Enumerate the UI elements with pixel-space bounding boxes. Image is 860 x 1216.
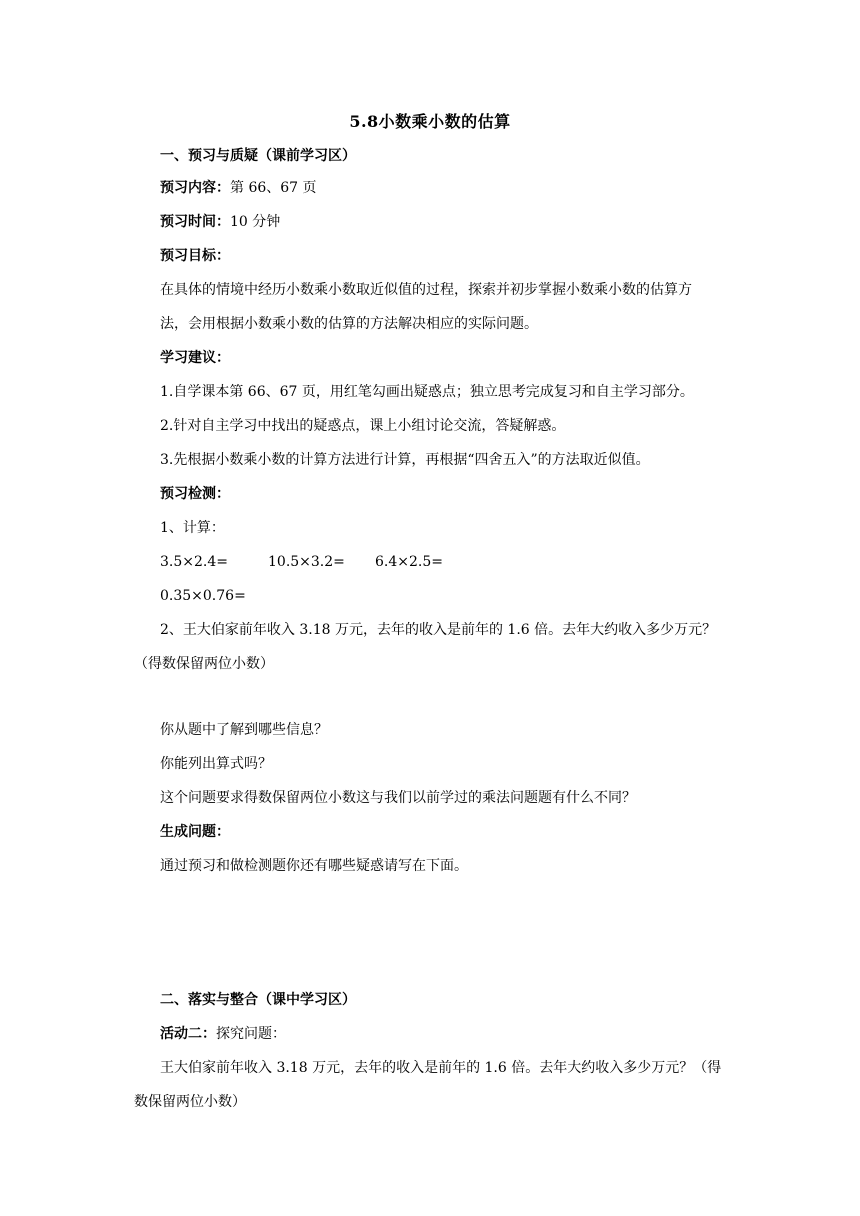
page-title: 5.8小数乘小数的估算 — [349, 112, 511, 131]
advice-item-1: 1.自学课本第 66、67 页，用红笔勾画出疑惑点；独立思考完成复习和自主学习部分。 — [160, 384, 694, 400]
question-info: 你从题中了解到哪些信息？ — [160, 722, 328, 738]
preview-content-value: 第 66、67 页 — [230, 180, 317, 196]
calc-item-4: 0.35×0.76= — [160, 588, 246, 604]
question2-line1: 2、王大伯家前年收入 3.18 万元，去年的收入是前年的 1.6 倍。去年大约收入多少万元？ — [160, 622, 717, 638]
preview-test-label: 预习检测： — [160, 486, 230, 502]
goal-text-line1: 在具体的情境中经历小数乘小数取近似值的过程，探索并初步掌握小数乘小数的估算方 — [160, 282, 692, 298]
question2-line2: （得数保留两位小数） — [134, 656, 274, 672]
calc-item-1: 3.5×2.4= — [160, 554, 228, 570]
question-formula: 你能列出算式吗？ — [160, 756, 272, 772]
preview-time-label: 预习时间： — [160, 214, 230, 230]
question-difference: 这个问题要求得数保留两位小数这与我们以前学过的乘法问题题有什么不同？ — [160, 790, 636, 806]
preview-time-value: 10 分钟 — [230, 214, 281, 230]
problem-line2: 数保留两位小数） — [134, 1094, 246, 1110]
section1-heading: 一、预习与质疑（课前学习区） — [160, 148, 356, 164]
study-advice-label: 学习建议： — [160, 350, 230, 366]
advice-item-2: 2.针对自主学习中找出的疑惑点，课上小组讨论交流，答疑解惑。 — [160, 418, 566, 434]
preview-goal-label: 预习目标： — [160, 248, 230, 264]
preview-content-label: 预习内容： — [160, 180, 230, 196]
preview-time — [160, 212, 280, 232]
generate-questions-text: 通过预习和做检测题你还有哪些疑惑请写在下面。 — [160, 858, 468, 874]
calc-label: 1、计算： — [160, 520, 225, 536]
problem-line1: 王大伯家前年收入 3.18 万元，去年的收入是前年的 1.6 倍。去年大约收入多少万元？（得 — [160, 1060, 722, 1076]
goal-text-line2: 法，会用根据小数乘小数的估算的方法解决相应的实际问题。 — [160, 316, 538, 332]
calc-item-2: 10.5×3.2= — [268, 554, 345, 570]
advice-item-3: 3.先根据小数乘小数的计算方法进行计算，再根据“四舍五入”的方法取近似值。 — [160, 452, 650, 468]
activity2-value: 探究问题： — [216, 1026, 286, 1042]
section2-heading: 二、落实与整合（课中学习区） — [160, 992, 356, 1008]
activity2 — [160, 1024, 286, 1044]
calc-row-1 — [0, 552, 860, 572]
activity2-label: 活动二： — [160, 1026, 216, 1042]
generate-questions-label: 生成问题： — [160, 824, 230, 840]
calc-item-3: 6.4×2.5= — [375, 554, 443, 570]
preview-content — [160, 178, 317, 198]
